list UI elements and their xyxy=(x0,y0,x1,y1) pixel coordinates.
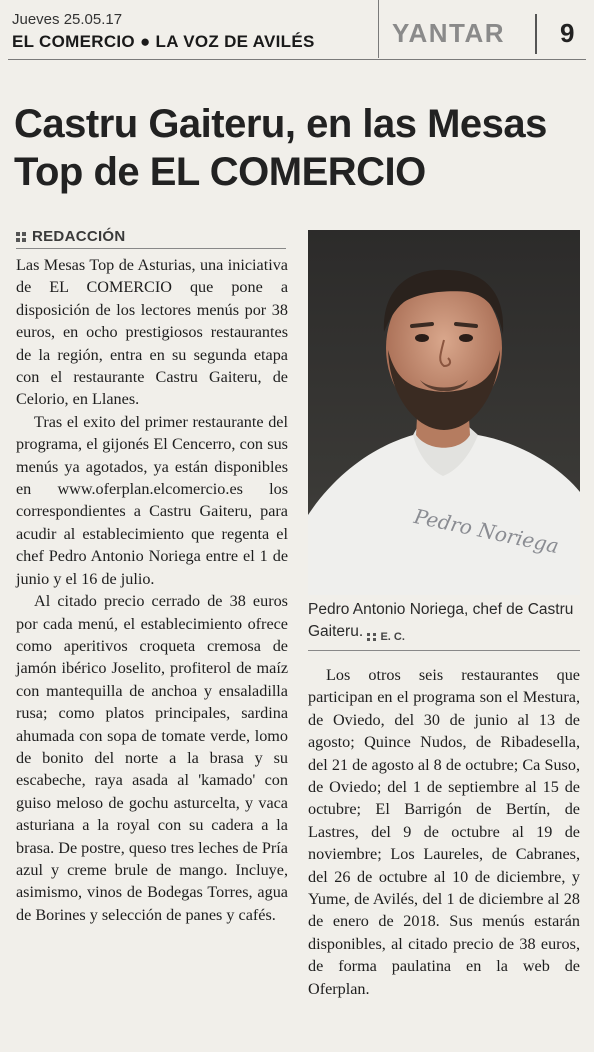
header-rule xyxy=(8,59,586,60)
photo-credit xyxy=(367,626,404,648)
paragraph: Los otros seis restaurantes que participan en el programa son el Mestura, de Oviedo, del 30 de junio al 13 de agosto; Quince Nudos, de Ribadesella, del 21 de agosto al 8 de octubre; Ca Suso, de Oviedo; del 1 de septiembre al 15 de octubre; El Barrigón de Bertín, de Lastres, del 9 de octubre al 19 de noviembre; Los Laureles, de Cabranes, del 26 de octubre al 10 de diciembre, y Yume, de Avilés, del 1 de diciembre al 28 de enero de 2018. Sus menús estarán disponibles, al citado precio de 38 euros, de forma paulatina en la web de Oferplan. xyxy=(308,666,580,998)
byline-text: REDACCIÓN xyxy=(32,228,126,245)
caption-rule xyxy=(308,650,580,651)
paragraph: Al citado precio cerrado de 38 euros por cada menú, el establecimiento ofrece como aperitivos croqueta cremosa de jamón ibérico Joselito, profiterol de maíz con mantequilla de anchoa y ensaladilla rusa; como platos principales, sardina ahumada con sopa de tomate verde, lomo de bonito del norte a la brasa y su escabeche, raya asada al 'kamado' con guiso meloso de gochu asturcelta, y vaca asturiana a la royal con su cadera a la brasa. De postre, queso tres leches de Pría azul y creme brule de mango. Incluye, asimismo, vinos de Bodegas Torres, agua de Borines y selección de panes y cafés. xyxy=(16,592,288,924)
credit-text: E. C. xyxy=(380,631,405,643)
publication-names: EL COMERCIO ● LA VOZ DE AVILÉS xyxy=(12,32,315,51)
byline xyxy=(16,228,126,245)
signature-text: Pedro Noriega xyxy=(411,504,561,559)
byline-rule xyxy=(16,248,286,249)
header-divider xyxy=(535,14,537,54)
paragraph: Las Mesas Top de Asturias, una iniciativa de EL COMERCIO que pone a disposición de los lectores menús por 38 euros, en ocho prestigiosos restaurantes de la región, entra en su segunda etapa con el restaurante Castru Gaiteru, de Celorio, en Llanes. xyxy=(16,256,288,409)
headline: Castru Gaiteru, en las Mesas Top de EL COMERCIO xyxy=(14,102,547,194)
section-name: YANTAR xyxy=(392,18,506,48)
page-number: 9 xyxy=(560,18,575,48)
left-column xyxy=(16,254,288,926)
byline-marker-icon xyxy=(16,232,26,242)
paragraph: Tras el exito del primer restaurante del programa, el gijonés El Cencerro, con sus menús ya agotados, ya están disponibles en www.oferplan.elcomercio.es los correspondientes a Castru Gaiteru, para acudir al establecimiento que regenta el chef Pedro Antonio Noriega entre el 1 de junio y el 16 de julio. xyxy=(16,412,288,588)
issue-date: Jueves 25.05.17 xyxy=(12,11,123,28)
right-column xyxy=(308,664,580,1000)
chef-photo xyxy=(308,230,580,595)
caption-text: Pedro Antonio Noriega, chef de Castru Gaiteru. xyxy=(308,601,574,640)
credit-marker-icon xyxy=(367,633,377,641)
header-divider xyxy=(378,0,379,58)
photo-caption xyxy=(308,599,580,648)
chef-portrait-image xyxy=(308,230,580,595)
